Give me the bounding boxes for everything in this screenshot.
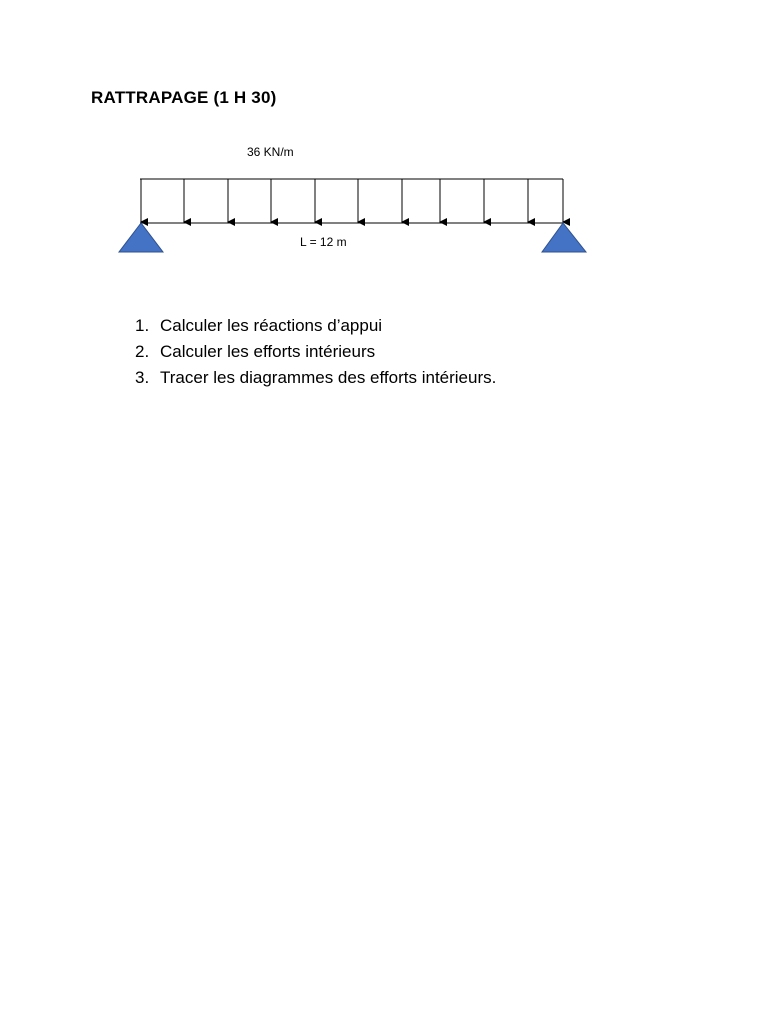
question-text: Calculer les efforts intérieurs (160, 342, 376, 361)
question-item (135, 339, 496, 365)
question-number: 2. (135, 342, 150, 361)
left-support-triangle (119, 223, 163, 252)
question-text: Calculer les réactions d’appui (160, 316, 383, 335)
right-support-triangle (542, 223, 586, 252)
question-text: Tracer les diagrammes des efforts intérieurs. (160, 368, 497, 387)
load-arrows (141, 179, 563, 222)
beam-diagram (0, 130, 768, 270)
beam-diagram-svg (0, 130, 768, 270)
question-item (135, 313, 496, 339)
question-number: 1. (135, 316, 150, 335)
document-title: RATTRAPAGE (1 H 30) (91, 88, 277, 107)
question-item (135, 365, 496, 391)
question-number: 3. (135, 368, 150, 387)
length-label: L = 12 m (300, 235, 347, 249)
load-label: 36 KN/m (247, 145, 294, 159)
questions-list (135, 313, 496, 391)
